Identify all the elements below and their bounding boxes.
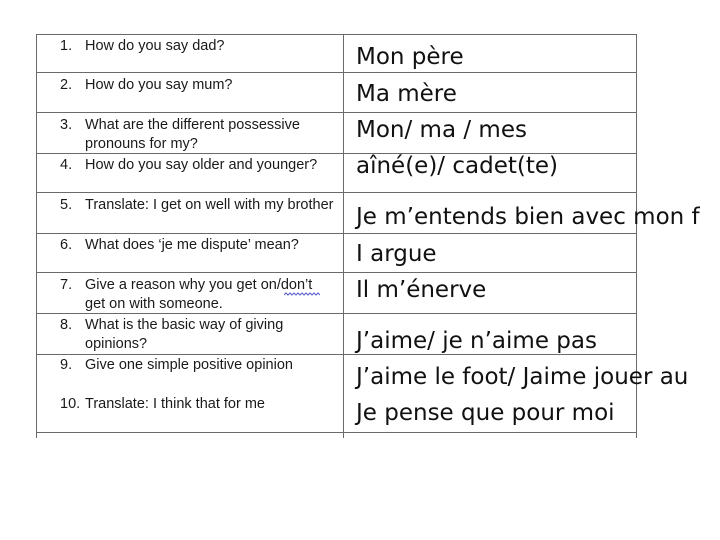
answer-10: Je pense que pour moi <box>356 400 615 426</box>
answer-8: J’aime/ je n’aime pas <box>356 328 597 354</box>
question-text: How do you say dad? <box>85 38 225 54</box>
question-text: Give a reason why you get on/don’t get on with someone. <box>85 277 313 312</box>
row-divider <box>36 432 637 433</box>
question-number: 5. <box>60 197 73 213</box>
question-text: Translate: I get on well with my brother <box>85 197 334 213</box>
question-8 <box>60 316 335 354</box>
answer-7: Il m’énerve <box>356 277 487 303</box>
question-number: 2. <box>60 77 73 93</box>
question-number: 8. <box>60 317 73 333</box>
answer-2: Ma mère <box>356 81 457 107</box>
answer-6: I argue <box>356 241 437 267</box>
row-divider <box>36 233 637 234</box>
question-number: 4. <box>60 157 73 173</box>
row-divider <box>36 34 637 35</box>
question-number: 6. <box>60 237 73 253</box>
row-divider <box>36 72 637 73</box>
question-5 <box>60 196 335 215</box>
row-divider <box>36 112 637 113</box>
question-text: What is the basic way of giving opinions? <box>85 317 284 352</box>
question-number: 10. <box>60 396 81 412</box>
question-6 <box>60 236 335 255</box>
question-text: What does ‘je me dispute’ mean? <box>85 237 299 253</box>
table-middle-divider <box>343 34 344 438</box>
answer-4: aîné(e)/ cadet(te) <box>356 153 558 179</box>
answer-3: Mon/ ma / mes <box>356 117 527 143</box>
question-text: What are the different possessive pronouns for my? <box>85 117 300 152</box>
question-number: 3. <box>60 117 73 133</box>
answer-5: Je m’entends bien avec mon f <box>356 204 700 230</box>
question-text: Translate: I think that for me <box>85 396 265 412</box>
question-text: Give one simple positive opinion <box>85 357 293 373</box>
question-number: 7. <box>60 277 73 293</box>
question-3 <box>60 116 335 154</box>
question-1 <box>60 37 335 56</box>
question-9 <box>60 356 335 375</box>
question-text: How do you say older and younger? <box>85 157 318 173</box>
table-left-border <box>36 34 37 438</box>
question-number: 9. <box>60 357 73 373</box>
row-divider <box>36 192 637 193</box>
question-text: How do you say mum? <box>85 77 233 93</box>
answer-9: J’aime le foot/ Jaime jouer au <box>356 364 689 390</box>
question-4 <box>60 156 335 175</box>
answer-1: Mon père <box>356 44 464 70</box>
row-divider <box>36 272 637 273</box>
spellcheck-underline <box>284 292 320 296</box>
question-2 <box>60 76 335 95</box>
question-10 <box>60 395 335 414</box>
question-number: 1. <box>60 38 73 54</box>
